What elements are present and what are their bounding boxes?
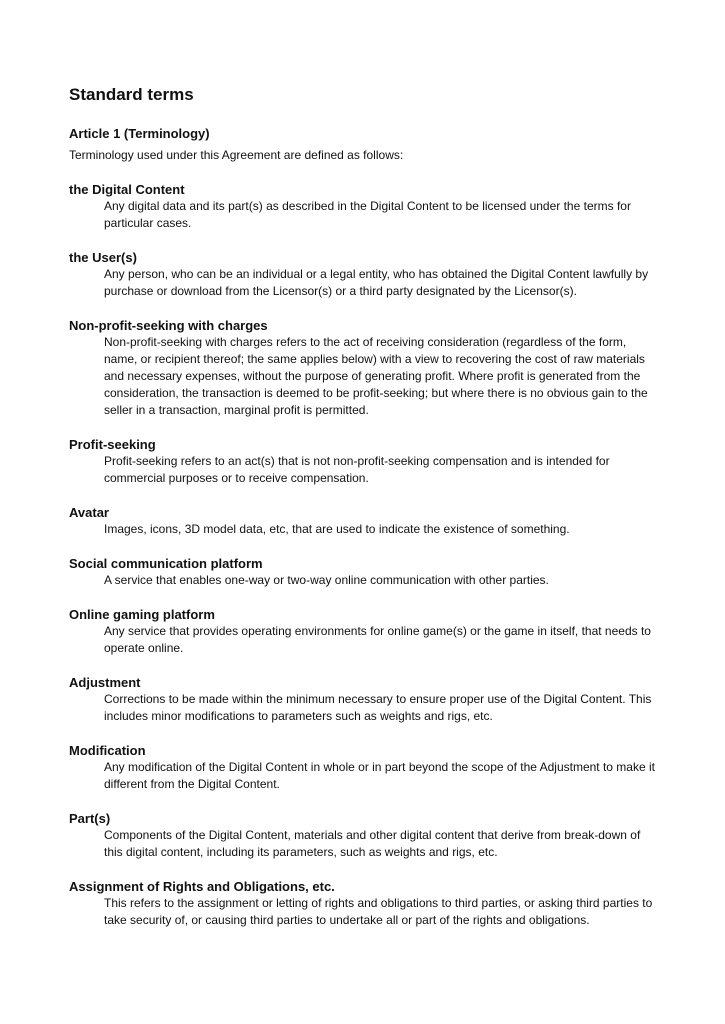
term-item [69, 742, 659, 793]
document-page [69, 84, 659, 946]
term-definition: Images, icons, 3D model data, etc, that are used to indicate the existence of something. [104, 522, 570, 536]
term-name: Social communication platform [69, 556, 263, 571]
term-name: Adjustment [69, 675, 141, 690]
term-name: Modification [69, 743, 146, 758]
term-definition: Any service that provides operating environments for online game(s) or the game in itself, that needs to operate online. [104, 624, 651, 655]
term-item [69, 317, 659, 419]
term-definition: Non-profit-seeking with charges refers to the act of receiving consideration (regardless of the form, name, or recipient thereof; the same applies below) with a view to recovering the cost of raw materials and necessary expenses, without the purpose of generating profit. Where profit is generated from the consideration, the transaction is deemed to be profit-seeking; but where there is no obvious gain to the seller in a transaction, marginal profit is permitted. [104, 335, 648, 417]
page-title: Standard terms [69, 85, 194, 104]
term-name: Avatar [69, 505, 109, 520]
article-intro: Terminology used under this Agreement are defined as follows: [69, 148, 404, 162]
term-item [69, 674, 659, 725]
term-definition: Any digital data and its part(s) as described in the Digital Content to be licensed under the terms for particular cases. [104, 199, 631, 230]
term-name: Assignment of Rights and Obligations, etc. [69, 879, 335, 894]
term-name: Profit-seeking [69, 437, 156, 452]
term-name: Non-profit-seeking with charges [69, 318, 268, 333]
term-definition: Profit-seeking refers to an act(s) that is not non-profit-seeking compensation and is intended for commercial purposes or to receive compensation. [104, 454, 610, 485]
term-name: Part(s) [69, 811, 111, 826]
term-item [69, 606, 659, 657]
term-item [69, 181, 659, 232]
term-definition: Any modification of the Digital Content in whole or in part beyond the scope of the Adjustment to make it different from the Digital Content. [104, 760, 655, 791]
term-item [69, 436, 659, 487]
term-item [69, 249, 659, 300]
term-definition: Any person, who can be an individual or a legal entity, who has obtained the Digital Content lawfully by purchase or download from the Licensor(s) or a third party designated by the Licensor(s). [104, 267, 649, 298]
article-heading: Article 1 (Terminology) [69, 126, 210, 141]
term-definition: Corrections to be made within the minimum necessary to ensure proper use of the Digital Content. This includes minor modifications to parameters such as weights and rigs, etc. [104, 692, 652, 723]
term-definition: Components of the Digital Content, materials and other digital content that derive from break-down of this digital content, including its parameters, such as weights and rigs, etc. [104, 828, 641, 859]
term-definition: This refers to the assignment or letting of rights and obligations to third parties, or asking third parties to take security of, or causing third parties to undertake all or part of the rights and obligations. [104, 896, 653, 927]
term-item [69, 878, 659, 929]
term-name: the Digital Content [69, 182, 185, 197]
term-item [69, 555, 659, 589]
terms-list [69, 181, 659, 929]
term-item [69, 810, 659, 861]
term-name: Online gaming platform [69, 607, 215, 622]
term-name: the User(s) [69, 250, 137, 265]
term-definition: A service that enables one-way or two-way online communication with other parties. [104, 573, 549, 587]
term-item [69, 504, 659, 538]
